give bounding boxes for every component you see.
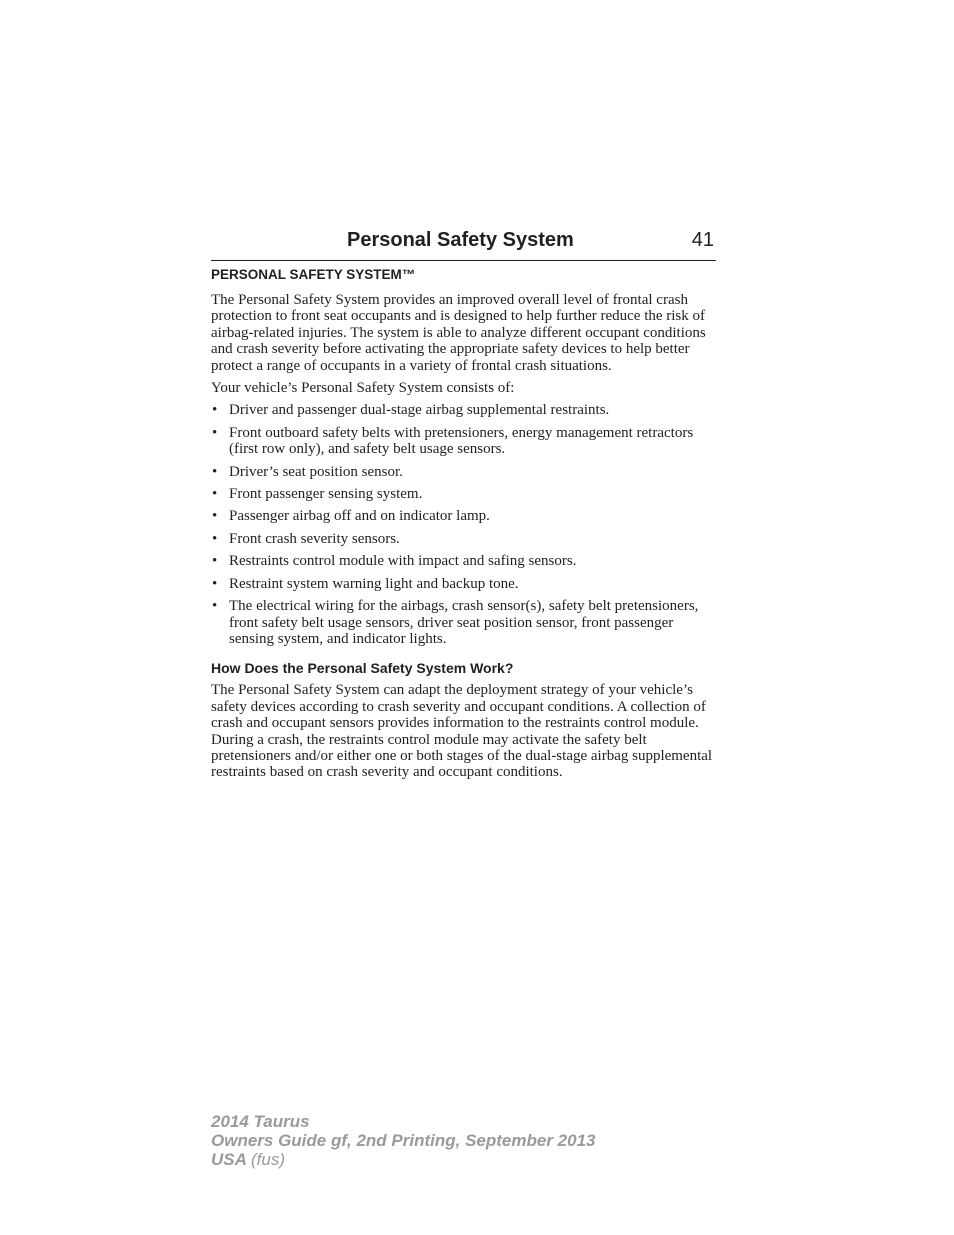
body-paragraph: The Personal Safety System can adapt the deployment strategy of your vehicle’s safety devices according to crash severity and occupant conditions. A collection of crash and occupant sensors provides information to the restraints control module. During a crash, the restraints control module may activate the safety belt pretensioners and/or either one or both stages of the dual-stage airbag supplemental restraints based on crash severity and occupant conditions.: [211, 682, 713, 781]
bullet-icon: •: [212, 508, 218, 525]
page-content: [211, 266, 716, 787]
page-footer: [211, 1112, 595, 1169]
section-heading: PERSONAL SAFETY SYSTEM™: [211, 267, 416, 282]
list-item: • Restraint system warning light and backup tone.: [212, 575, 519, 592]
list-item: • Driver’s seat position sensor.: [212, 463, 403, 480]
consists-of-text: Your vehicle’s Personal Safety System consists of:: [211, 380, 515, 397]
bullet-icon: •: [212, 402, 218, 419]
page-header: [211, 229, 716, 261]
bullet-icon: •: [212, 486, 218, 503]
list-item: • Front passenger sensing system.: [212, 486, 423, 503]
bullet-icon: •: [212, 424, 218, 441]
footer-region: USA (fus): [211, 1150, 285, 1169]
list-item: • Restraints control module with impact and safing sensors.: [212, 553, 577, 570]
list-item: • Front crash severity sensors.: [212, 530, 400, 547]
page-number: 41: [691, 229, 714, 251]
list-item: • The electrical wiring for the airbags, crash sensor(s), safety belt pretensioners, front safety belt usage sensors, driver seat position sensor, front passenger sensing system, and indicator lights.: [212, 598, 699, 647]
intro-paragraph: The Personal Safety System provides an improved overall level of frontal crash protection to front seat occupants and is designed to help further reduce the risk of airbag-related injuries. The system is able to analyze different occupant conditions and crash severity before activating the appropriate safety devices to help better protect a range of occupants in a variety of frontal crash situations.: [211, 292, 706, 374]
footer-guide: Owners Guide gf, 2nd Printing, September 2013: [211, 1131, 596, 1150]
footer-model: 2014 Taurus: [211, 1112, 310, 1131]
bullet-icon: •: [212, 463, 218, 480]
list-item: • Driver and passenger dual-stage airbag supplemental restraints.: [212, 402, 610, 419]
bullet-icon: •: [212, 598, 218, 615]
chapter-title: Personal Safety System: [347, 229, 574, 251]
bullet-icon: •: [212, 553, 218, 570]
subsection-heading: How Does the Personal Safety System Work?: [211, 660, 514, 677]
bullet-icon: •: [212, 575, 218, 592]
list-item: • Passenger airbag off and on indicator lamp.: [212, 508, 490, 525]
list-item: • Front outboard safety belts with pretensioners, energy management retractors (first row only), and safety belt usage sensors.: [212, 424, 694, 458]
component-list: [211, 402, 716, 647]
bullet-icon: •: [212, 530, 218, 547]
